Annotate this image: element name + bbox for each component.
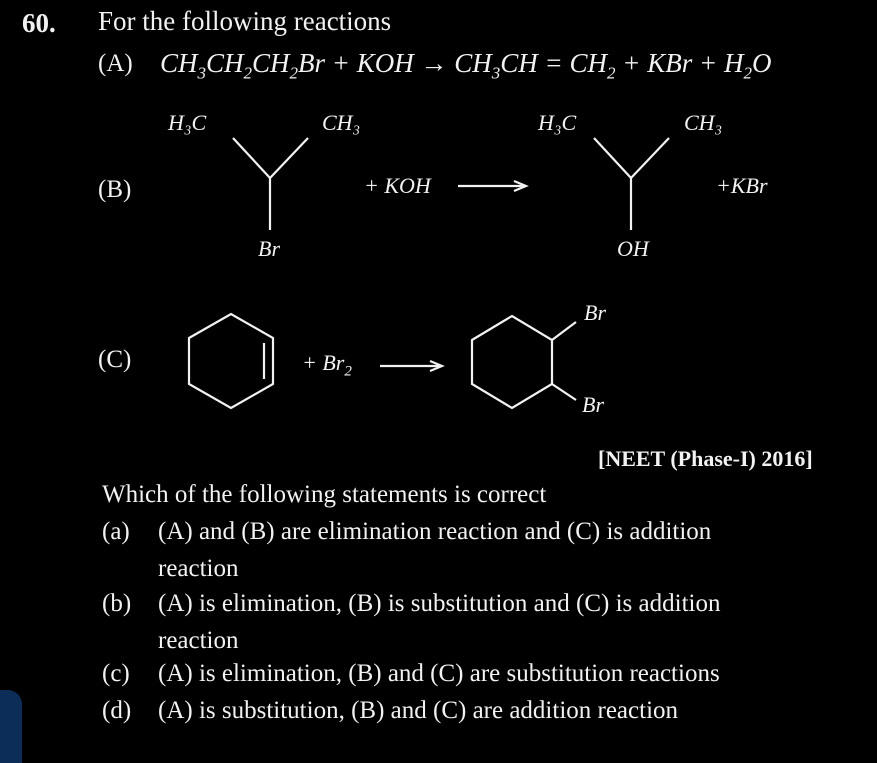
- reaction-b-left-h3c: H₃C: [168, 110, 207, 135]
- reaction-a-equation: $CH_3CH_2CH_2Br$ + KOH → $CH_3CH = CH_2$ + KBr + $H_2O$: [160, 48, 772, 83]
- option-d-letter: (d): [102, 697, 132, 724]
- reaction-a-arrow: →: [420, 48, 448, 78]
- option-a-text: (A) and (B) are elimination reaction and (C) is addition: [158, 518, 712, 545]
- option-b-text-cont: reaction: [158, 627, 239, 654]
- option-d-text: (A) is substitution, (B) and (C) are addition reaction: [158, 697, 679, 724]
- option-b[interactable]: [102, 590, 720, 618]
- option-b-text: (A) is elimination, (B) is substitution and (C) is addition: [158, 590, 721, 617]
- reaction-b-left-br: Br: [258, 236, 280, 261]
- option-b-letter: (b): [102, 590, 132, 617]
- exam-source: [NEET (Phase-I) 2016]: [598, 446, 813, 471]
- c-product-ring: [472, 316, 552, 408]
- reaction-c-br-top: Br: [584, 300, 606, 325]
- reaction-b-label: (B): [98, 176, 132, 203]
- c-product-bond-br-top: [552, 322, 576, 340]
- reaction-c-reagent: + $Br_2$: [302, 350, 352, 380]
- option-a-letter: (a): [102, 518, 130, 545]
- question-number: 60.: [22, 8, 56, 38]
- option-d[interactable]: [102, 697, 678, 725]
- question-title: For the following reactions: [98, 6, 392, 36]
- reaction-c-label: (C): [98, 346, 132, 373]
- b-right-bond-left: [594, 138, 631, 178]
- reaction-c-br-bottom: Br: [582, 392, 604, 417]
- reaction-b-right-oh: OH: [617, 236, 649, 261]
- option-c[interactable]: [102, 660, 720, 688]
- b-left-bond-left: [233, 138, 270, 178]
- c-product-bond-br-bottom: [552, 384, 576, 400]
- b-right-bond-right: [631, 138, 669, 178]
- option-c-text: (A) is elimination, (B) and (C) are substitution reactions: [158, 660, 720, 687]
- question-stem: Which of the following statements is correct: [102, 481, 547, 508]
- option-a[interactable]: [102, 518, 711, 546]
- reaction-a-label: (A): [98, 50, 133, 77]
- reaction-b-left-ch3: CH₃: [322, 110, 361, 135]
- b-left-bond-right: [270, 138, 308, 178]
- option-a-text-cont: reaction: [158, 555, 239, 582]
- reaction-b-right-ch3: CH₃: [684, 110, 723, 135]
- option-c-letter: (c): [102, 660, 130, 687]
- reaction-b-right-h3c: H₃C: [538, 110, 577, 135]
- c-cyclohexene-ring: [189, 314, 273, 408]
- reaction-b-byproduct: +KBr: [716, 173, 768, 198]
- reaction-b-reagent: + KOH: [364, 173, 431, 198]
